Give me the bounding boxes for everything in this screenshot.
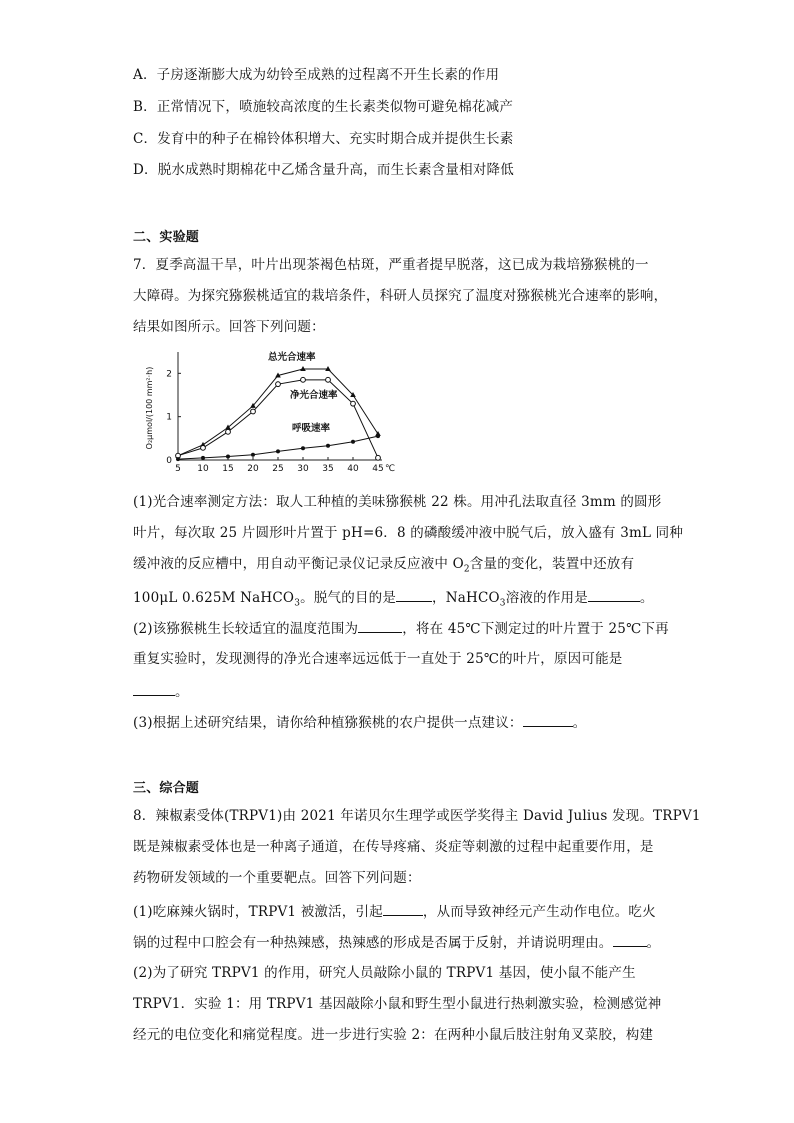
data-point-net	[276, 382, 281, 387]
q8-part2-line1: (2)为了研究 TRPV1 的作用，研究人员敲除小鼠的 TRPV1 基因，使小鼠不能产生	[133, 965, 636, 981]
x-tick-label: 25	[272, 464, 284, 474]
q7-part1-line3: 缓冲液的反应槽中，用自动平衡记录仪记录反应液中 $O_2$含量的变化，装置中还放有	[133, 556, 635, 575]
data-point-respiration	[201, 456, 205, 460]
answer-blank-reflex[interactable]	[613, 932, 647, 947]
data-point-net	[351, 401, 356, 406]
data-point-net	[251, 409, 256, 414]
q8-stem-line3: 药物研发领域的一个重要靶点。回答下列问题：	[133, 870, 421, 886]
data-point-respiration	[351, 440, 355, 444]
q8-part1-line2: 锅的过程中口腔会有一种热辣感，热辣感的形成是否属于反射，并请说明理由。 。	[133, 932, 660, 952]
q7-part1-line2: 叶片，每次取 25 片圆形叶片置于 pH=6．8 的磷酸缓冲液中脱气后，放入盛有 3mL 同种	[133, 525, 684, 541]
q8-part2-line3: 经元的电位变化和痛觉程度。进一步进行实验 2：在两种小鼠后肢注射角叉菜胶，构建	[133, 1027, 654, 1043]
answer-blank-degas[interactable]	[396, 587, 432, 602]
y-tick-label: 2	[166, 369, 172, 380]
x-tick-label: 5	[175, 464, 181, 474]
option-d: D．脱水成熟时期棉花中乙烯含量升高，而生长素含量相对降低	[133, 162, 514, 178]
x-tick-label: 40	[347, 464, 359, 474]
series-line	[178, 436, 378, 459]
data-point-respiration	[226, 455, 230, 459]
section-heading-experiment: 二、实验题	[133, 230, 200, 245]
data-point-respiration	[276, 449, 280, 453]
y-tick-label: 0	[166, 456, 172, 466]
answer-blank-reason[interactable]	[133, 681, 175, 696]
x-tick-label: 35	[322, 464, 334, 474]
data-point-respiration	[301, 446, 305, 450]
q7-part1-line4: 100μL 0.625M NaHCO$_3$。脱气的目的是 ，NaHCO$_3$溶液的作用是 。	[133, 587, 654, 607]
answer-blank-trpv1[interactable]	[383, 901, 423, 916]
q8-stem-line1: 8．辣椒素受体(TRPV1)由 2021 年诺贝尔生理学或医学奖得主 David Julius 发现。TRPV1	[133, 808, 701, 824]
series-label: 净光合速率	[290, 390, 338, 401]
q8-part2-line2: TRPV1．实验 1：用 TRPV1 基因敲除小鼠和野生型小鼠进行热刺激实验，检测感觉神	[133, 996, 662, 1012]
x-tick-label: 30	[297, 464, 309, 474]
x-unit-label: ℃	[385, 464, 396, 474]
option-c: C．发育中的种子在棉铃体积增大、充实时期合成并提供生长素	[133, 131, 514, 147]
answer-blank-temperature[interactable]	[358, 618, 402, 633]
data-point-respiration	[326, 444, 330, 448]
x-tick-label: 10	[197, 464, 209, 474]
data-point-respiration	[376, 434, 380, 438]
q7-stem-line1: 7．夏季高温干旱，叶片出现茶褐色枯斑，严重者提早脱落，这已成为栽培猕猴桃的一	[133, 257, 649, 273]
q8-stem-line2: 既是辣椒素受体也是一种离子通道，在传导疼痛、炎症等刺激的过程中起重要作用，是	[133, 839, 654, 855]
q7-part1-line1: (1)光合速率测定方法：取人工种植的美味猕猴桃 22 株。用冲孔法取直径 3mm 的圆形	[133, 494, 662, 510]
photosynthesis-temperature-chart	[140, 348, 400, 478]
q7-stem-line3: 结果如图所示。回答下列问题：	[133, 319, 325, 335]
data-point-net	[226, 429, 231, 434]
q8-part1-line1: (1)吃麻辣火锅时，TRPV1 被激活，引起 ，从而导致神经元产生动作电位。吃火	[133, 901, 656, 921]
data-point-respiration	[176, 457, 180, 461]
data-point-net	[326, 377, 331, 382]
answer-blank-nahco3[interactable]	[588, 587, 640, 602]
q7-part3: (3)根据上述研究结果，请你给种植猕猴桃的农户提供一点建议： 。	[133, 712, 586, 732]
y-axis-label: O₂μmol/(100 mm²·h)	[145, 366, 154, 450]
data-point-respiration	[251, 453, 255, 457]
q7-part2-line2: 重复实验时，发现测得的净光合速率远远低于一直处于 25℃的叶片，原因可能是	[133, 651, 623, 667]
section-heading-comprehensive: 三、综合题	[133, 781, 200, 796]
series-line	[178, 380, 378, 458]
x-tick-label: 20	[247, 464, 259, 474]
x-tick-label: 15	[222, 464, 234, 474]
data-point-net	[201, 445, 206, 450]
series-label: 呼吸速率	[292, 423, 331, 434]
y-tick-label: 1	[166, 412, 172, 423]
option-a: A．子房逐渐膨大成为幼铃至成熟的过程离不开生长素的作用	[133, 67, 500, 83]
option-b: B．正常情况下，喷施较高浓度的生长素类似物可避免棉花减产	[133, 99, 514, 115]
series-label: 总光合速率	[268, 352, 316, 363]
data-point-net	[376, 455, 381, 460]
q7-part2-line3: 。	[133, 681, 189, 701]
data-point-net	[301, 377, 306, 382]
q7-stem-line2: 大障碍。为探究猕猴桃适宜的栽培条件，科研人员探究了温度对猕猴桃光合速率的影响，	[133, 288, 668, 304]
x-tick-label: 45	[372, 464, 384, 474]
q7-part2-line1: (2)该猕猴桃生长较适宜的温度范围为 ，将在 45℃下测定过的叶片置于 25℃下再	[133, 618, 669, 638]
answer-blank-suggestion[interactable]	[523, 712, 573, 727]
